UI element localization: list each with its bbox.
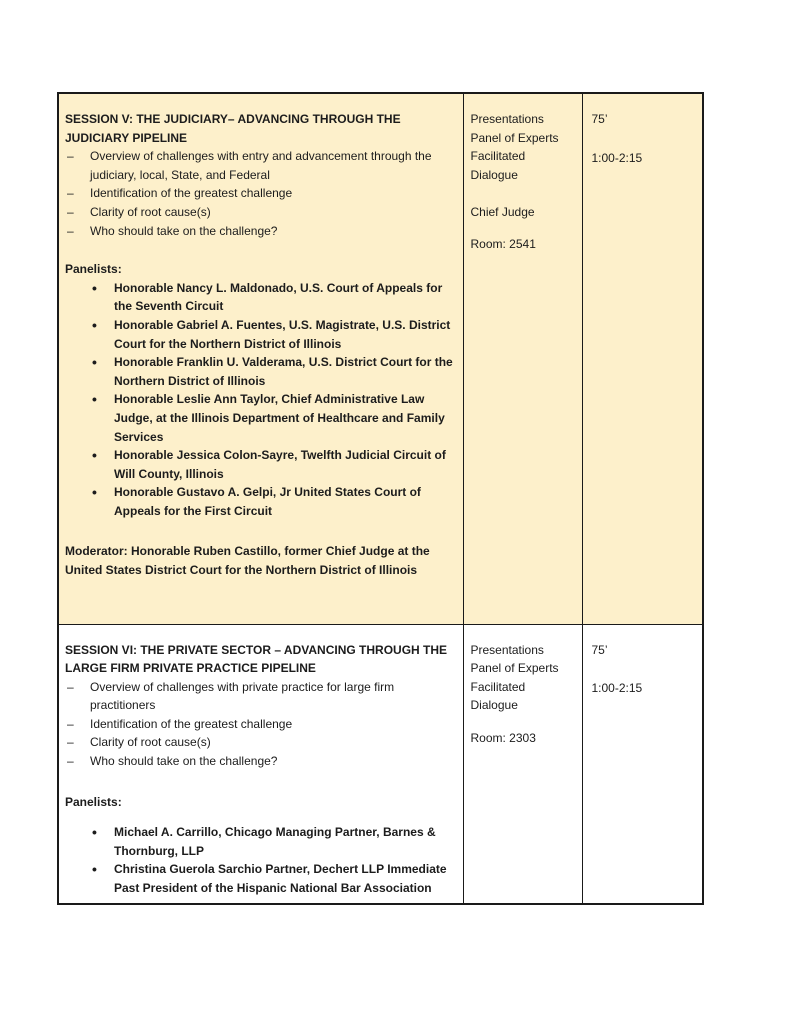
topic-item: – Who should take on the challenge? (65, 222, 455, 241)
format-line: Panel of Experts (470, 130, 559, 145)
format-line-list (471, 110, 578, 184)
panelists-label: Panelists: (65, 794, 122, 809)
session-vi-schedule-cell (582, 624, 703, 904)
panelist-item: • Honorable Leslie Ann Taylor, Chief Administrative Law Judge, at the Illinois Department of Healthcare and Family Services (65, 390, 455, 446)
panelist-item: • Michael A. Carrillo, Chicago Managing Partner, Barnes & Thornburg, LLP (65, 823, 455, 860)
panelist-item: • Honorable Jessica Colon-Sayre, Twelfth Judicial Circuit of Will County, Illinois (65, 446, 455, 483)
topic-item: – Overview of challenges with entry and advancement through the judiciary, local, State, and Federal (65, 147, 455, 184)
time-label: 1:00-2:15 (591, 681, 643, 696)
panelist-list (65, 823, 455, 897)
format-line: Facilitated (470, 679, 526, 694)
panelist-item: • Honorable Franklin U. Valderama, U.S. District Court for the Northern District of Illinois (65, 353, 455, 390)
panelist-item: • Honorable Gabriel A. Fuentes, U.S. Magistrate, U.S. District Court for the Northern District of Illinois (65, 316, 455, 353)
session-vi-description-cell (58, 624, 463, 904)
session-v-format-cell (463, 93, 582, 624)
session-v-row (58, 93, 703, 624)
moderator-note: Moderator: Honorable Ruben Castillo, former Chief Judge at the United States District Court for the Northern District of Illinois (65, 544, 430, 578)
format-line-list (471, 641, 578, 715)
topic-list (65, 147, 455, 240)
time-label: 1:00-2:15 (591, 150, 643, 165)
panelist-item: • Honorable Gustavo A. Gelpi, Jr United States Court of Appeals for the First Circuit (65, 483, 455, 520)
duration-label: 75’ (591, 112, 608, 126)
topic-list (65, 678, 455, 771)
session-title: SESSION V: THE JUDICIARY– ADVANCING THROUGH THE JUDICIARY PIPELINE (65, 112, 401, 145)
panelist-list (65, 279, 455, 521)
topic-item: – Identification of the greatest challenge (65, 184, 455, 203)
session-v-description-cell (58, 93, 463, 624)
panelist-item: • Honorable Nancy L. Maldonado, U.S. Court of Appeals for the Seventh Circuit (65, 279, 455, 316)
topic-item: – Who should take on the challenge? (65, 752, 455, 771)
format-line: Panel of Experts (470, 661, 559, 676)
format-line: Presentations (470, 112, 544, 126)
topic-item: – Clarity of root cause(s) (65, 203, 455, 222)
topic-item: – Clarity of root cause(s) (65, 733, 455, 752)
format-line: Presentations (470, 642, 544, 657)
format-line: Facilitated (470, 149, 526, 164)
session-vi-row (58, 624, 703, 904)
duration-label: 75’ (591, 642, 608, 657)
format-line: Dialogue (470, 167, 518, 182)
topic-item: – Overview of challenges with private practice for large firm practitioners (65, 678, 455, 715)
room-line: Room: 2303 (470, 730, 536, 745)
panelist-item: • Christina Guerola Sarchio Partner, Dechert LLP Immediate Past President of the Hispanic National Bar Association (65, 860, 455, 897)
session-title: SESSION VI: THE PRIVATE SECTOR – ADVANCING THROUGH THE LARGE FIRM PRIVATE PRACTICE PIPELINE (65, 642, 448, 676)
agenda-table (57, 92, 704, 905)
session-vi-format-cell (463, 624, 582, 904)
panelists-label: Panelists: (65, 262, 122, 277)
topic-item: – Identification of the greatest challenge (65, 715, 455, 734)
format-line: Dialogue (470, 698, 518, 713)
presenter-line: Chief Judge (470, 205, 535, 220)
room-line: Room: 2541 (470, 236, 536, 251)
session-v-schedule-cell (582, 93, 703, 624)
